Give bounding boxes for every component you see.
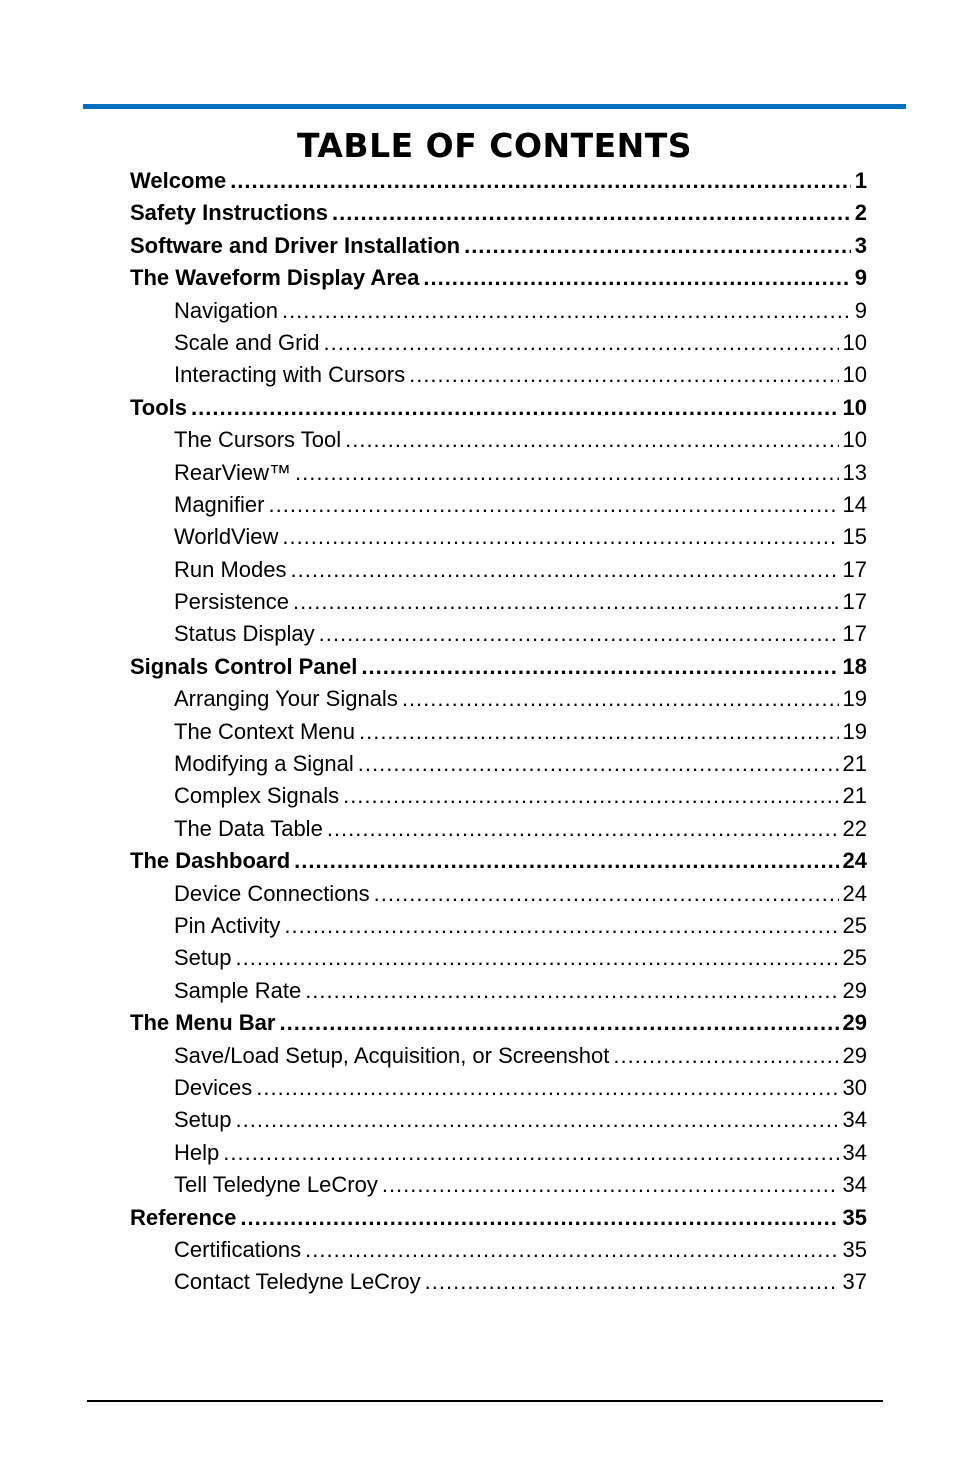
toc-entry-label: Complex Signals bbox=[174, 783, 340, 809]
toc-subsection[interactable] bbox=[130, 1169, 867, 1201]
toc-subsection[interactable] bbox=[130, 1040, 867, 1072]
dot-leader bbox=[223, 1137, 838, 1169]
toc-entry-label: Pin Activity bbox=[174, 912, 281, 938]
toc-entry-page-number: 29 bbox=[842, 977, 867, 1003]
toc-entry-label: The Cursors Tool bbox=[174, 427, 342, 453]
toc-entry-label: Devices bbox=[174, 1074, 253, 1100]
toc-subsection[interactable] bbox=[130, 327, 867, 359]
dot-leader bbox=[240, 1202, 838, 1234]
top-divider bbox=[83, 104, 906, 109]
toc-subsection[interactable] bbox=[130, 878, 867, 910]
toc-entry-page-number: 29 bbox=[842, 1010, 867, 1036]
toc-entry-page-number: 17 bbox=[842, 621, 867, 647]
dot-leader bbox=[294, 845, 838, 877]
dot-leader bbox=[319, 618, 839, 650]
toc-entry-label: Sample Rate bbox=[174, 977, 302, 1003]
toc-entry-label: Software and Driver Installation bbox=[130, 232, 461, 258]
toc-subsection[interactable] bbox=[130, 521, 867, 553]
toc-entry-label: Help bbox=[174, 1139, 220, 1165]
toc-entry-page-number: 22 bbox=[842, 815, 867, 841]
dot-leader bbox=[284, 910, 838, 942]
toc-entry-label: Arranging Your Signals bbox=[174, 686, 398, 712]
toc-entry-label: Tools bbox=[130, 394, 188, 420]
dot-leader bbox=[423, 262, 850, 294]
dot-leader bbox=[282, 521, 838, 553]
toc-entry-page-number: 10 bbox=[842, 329, 867, 355]
toc-subsection[interactable] bbox=[130, 910, 867, 942]
dot-leader bbox=[464, 230, 851, 262]
toc-subsection[interactable] bbox=[130, 975, 867, 1007]
toc-entry-page-number: 34 bbox=[842, 1107, 867, 1133]
dot-leader bbox=[291, 554, 839, 586]
dot-leader bbox=[293, 586, 839, 618]
toc-entry-page-number: 9 bbox=[854, 297, 867, 323]
toc-subsection[interactable] bbox=[130, 1072, 867, 1104]
toc-subsection[interactable] bbox=[130, 1266, 867, 1298]
toc-entry-page-number: 17 bbox=[842, 589, 867, 615]
toc-section[interactable] bbox=[130, 651, 867, 683]
dot-leader bbox=[382, 1169, 839, 1201]
toc-entry-label: Setup bbox=[174, 1107, 232, 1133]
dot-leader bbox=[305, 1234, 838, 1266]
toc-entry-label: Device Connections bbox=[174, 880, 370, 906]
bottom-divider bbox=[87, 1400, 883, 1402]
dot-leader bbox=[324, 327, 839, 359]
toc-entry-page-number: 35 bbox=[842, 1236, 867, 1262]
toc-entry-page-number: 13 bbox=[842, 459, 867, 485]
dot-leader bbox=[230, 165, 851, 197]
toc-entry-label: Tell Teledyne LeCroy bbox=[174, 1172, 378, 1198]
dot-leader bbox=[305, 975, 838, 1007]
dot-leader bbox=[279, 1007, 838, 1039]
toc-entry-label: The Dashboard bbox=[130, 848, 291, 874]
dot-leader bbox=[268, 489, 838, 521]
toc-entry-page-number: 29 bbox=[842, 1042, 867, 1068]
toc-entry-page-number: 35 bbox=[842, 1204, 867, 1230]
dot-leader bbox=[343, 780, 838, 812]
toc-subsection[interactable] bbox=[130, 683, 867, 715]
dot-leader bbox=[236, 1104, 839, 1136]
toc-entry-label: Reference bbox=[130, 1204, 237, 1230]
toc-subsection[interactable] bbox=[130, 359, 867, 391]
table-of-contents bbox=[130, 165, 867, 1299]
dot-leader bbox=[256, 1072, 838, 1104]
toc-entry-page-number: 21 bbox=[842, 751, 867, 777]
toc-subsection[interactable] bbox=[130, 1104, 867, 1136]
toc-subsection[interactable] bbox=[130, 586, 867, 618]
toc-entry-label: Save/Load Setup, Acquisition, or Screenshot bbox=[174, 1042, 610, 1068]
toc-entry-label: Contact Teledyne LeCroy bbox=[174, 1269, 421, 1295]
dot-leader bbox=[359, 716, 839, 748]
dot-leader bbox=[374, 878, 839, 910]
toc-subsection[interactable] bbox=[130, 1137, 867, 1169]
toc-section[interactable] bbox=[130, 165, 867, 197]
toc-entry-page-number: 15 bbox=[842, 524, 867, 550]
toc-entry-label: Run Modes bbox=[174, 556, 287, 582]
toc-entry-page-number: 18 bbox=[842, 653, 867, 679]
dot-leader bbox=[425, 1266, 839, 1298]
toc-section[interactable] bbox=[130, 262, 867, 294]
toc-subsection[interactable] bbox=[130, 424, 867, 456]
toc-entry-page-number: 3 bbox=[854, 232, 867, 258]
toc-section[interactable] bbox=[130, 197, 867, 229]
toc-entry-page-number: 34 bbox=[842, 1139, 867, 1165]
toc-subsection[interactable] bbox=[130, 813, 867, 845]
toc-subsection[interactable] bbox=[130, 748, 867, 780]
toc-entry-label: Setup bbox=[174, 945, 232, 971]
dot-leader bbox=[402, 683, 839, 715]
dot-leader bbox=[613, 1040, 838, 1072]
toc-section[interactable] bbox=[130, 1007, 867, 1039]
toc-entry-label: Certifications bbox=[174, 1236, 302, 1262]
toc-entry-page-number: 9 bbox=[854, 265, 867, 291]
dot-leader bbox=[191, 392, 838, 424]
toc-entry-label: Magnifier bbox=[174, 491, 265, 517]
toc-entry-page-number: 2 bbox=[854, 200, 867, 226]
toc-entry-label: Interacting with Cursors bbox=[174, 362, 406, 388]
toc-entry-label: Navigation bbox=[174, 297, 278, 323]
toc-section[interactable] bbox=[130, 1202, 867, 1234]
toc-entry-label: WorldView bbox=[174, 524, 279, 550]
toc-entry-label: The Menu Bar bbox=[130, 1010, 276, 1036]
toc-subsection[interactable] bbox=[130, 716, 867, 748]
toc-entry-label: Persistence bbox=[174, 589, 289, 615]
toc-subsection[interactable] bbox=[130, 295, 867, 327]
page-title: TABLE OF CONTENTS bbox=[296, 126, 693, 165]
toc-entry-page-number: 24 bbox=[842, 848, 867, 874]
toc-entry-label: The Data Table bbox=[174, 815, 323, 841]
dot-leader bbox=[282, 295, 851, 327]
toc-entry-label: The Context Menu bbox=[174, 718, 355, 744]
toc-subsection[interactable] bbox=[130, 1234, 867, 1266]
toc-entry-label: Safety Instructions bbox=[130, 200, 329, 226]
toc-subsection[interactable] bbox=[130, 457, 867, 489]
toc-subsection[interactable] bbox=[130, 618, 867, 650]
toc-subsection[interactable] bbox=[130, 554, 867, 586]
toc-entry-label: Welcome bbox=[130, 168, 227, 193]
toc-entry-page-number: 24 bbox=[842, 880, 867, 906]
toc-entry-label: Scale and Grid bbox=[174, 329, 320, 355]
toc-entry-page-number: 10 bbox=[842, 362, 867, 388]
toc-entry-page-number: 19 bbox=[842, 718, 867, 744]
toc-entry-page-number: 10 bbox=[842, 427, 867, 453]
toc-entry-page-number: 1 bbox=[854, 168, 867, 193]
dot-leader bbox=[332, 197, 851, 229]
dot-leader bbox=[409, 359, 838, 391]
toc-entry-page-number: 34 bbox=[842, 1172, 867, 1198]
toc-entry-label: RearView™ bbox=[174, 459, 291, 485]
toc-section[interactable] bbox=[130, 230, 867, 262]
toc-subsection[interactable] bbox=[130, 780, 867, 812]
toc-entry-page-number: 21 bbox=[842, 783, 867, 809]
toc-entry-page-number: 10 bbox=[842, 394, 867, 420]
toc-entry-page-number: 25 bbox=[842, 912, 867, 938]
toc-entry-label: Modifying a Signal bbox=[174, 751, 354, 777]
dot-leader bbox=[345, 424, 838, 456]
toc-entry-label: Signals Control Panel bbox=[130, 653, 358, 679]
toc-section[interactable] bbox=[130, 392, 867, 424]
dot-leader bbox=[295, 457, 839, 489]
dot-leader bbox=[236, 942, 839, 974]
toc-entry-page-number: 14 bbox=[842, 491, 867, 517]
toc-entry-page-number: 17 bbox=[842, 556, 867, 582]
dot-leader bbox=[358, 748, 839, 780]
dot-leader bbox=[327, 813, 839, 845]
toc-entry-label: Status Display bbox=[174, 621, 315, 647]
toc-entry-page-number: 25 bbox=[842, 945, 867, 971]
dot-leader bbox=[361, 651, 838, 683]
toc-entry-page-number: 19 bbox=[842, 686, 867, 712]
toc-subsection[interactable] bbox=[130, 489, 867, 521]
toc-section[interactable] bbox=[130, 845, 867, 877]
toc-subsection[interactable] bbox=[130, 942, 867, 974]
toc-entry-page-number: 37 bbox=[842, 1269, 867, 1295]
toc-entry-label: The Waveform Display Area bbox=[130, 265, 420, 291]
toc-entry-page-number: 30 bbox=[842, 1074, 867, 1100]
